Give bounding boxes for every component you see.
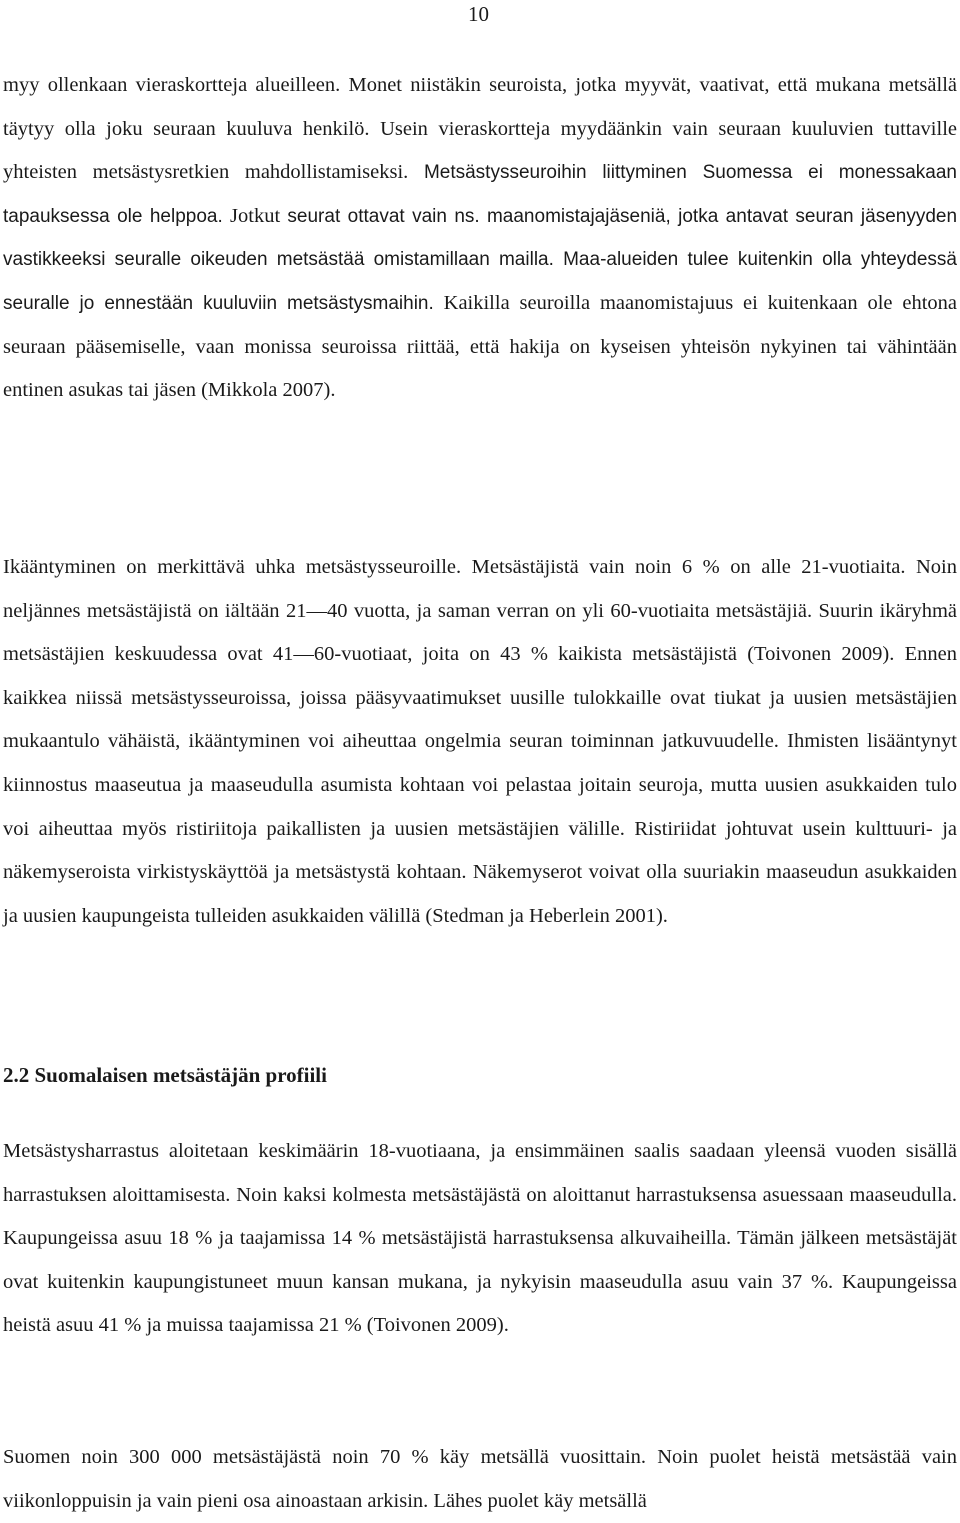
paragraph-4: Suomen noin 300 000 metsästäjästä noin 70 % käy metsällä vuosittain. Noin puolet heistä metsästää vain viikonloppuisin ja vain pieni osa ainoastaan arkisin. Lähes puolet käy metsällä [3, 1446, 957, 1512]
paragraph-1-sentence-5: maanomistajajäseniä, jotka antavat seuran jäsenyyden vastikkeeksi seuralle oikeuden metsästää omistamillaan mailla. Maa-alueiden tulee kuitenkin olla yhteydessä seuralle jo ennestään kuuluviin metsästysmaihin. [3, 205, 958, 314]
paragraph-1-sentence-1: myy ollenkaan vieraskortteja alueilleen. Monet niistäkin seuroista, jotka myyvät, vaativat, että mukana metsällä täytyy olla joku seuraan kuuluva henkilö. Usein vieraskortteja myydäänkin vain seuraan kuuluvien tuttaville yhteisten metsästysretkien mahdollistamiseksi. [3, 74, 957, 184]
section-heading: 2.2 Suomalaisen metsästäjän profiili [3, 1063, 327, 1087]
paragraph-2: Ikääntyminen on merkittävä uhka metsästysseuroille. Metsästäjistä vain noin 6 % on alle 21-vuotiaita. Noin neljännes metsästäjistä on iältään 21—40 vuotta, ja saman verran on yli 60-vuotiaita metsästäjiä. Suurin ikäryhmä metsästäjien keskuudessa ovat 41—60-vuotiaat, joita on 43 % kaikista metsästäjistä (Toivonen 2009). Ennen kaikkea niissä metsästysseuroissa, joissa pääsyvaatimukset uusille tulokkaille ovat tiukat ja uusien metsästäjien mukaantulo vähäistä, ikääntyminen voi aiheuttaa ongelmia seuran toiminnan jatkuvuudelle. Ihmisten lisääntynyt kiinnostus maaseutua ja maaseudulla asumista kohtaan voi pelastaa joitain seuroja, mutta uusien asukkaiden tulo voi aiheuttaa myös ristiriitoja paikallisten ja uusien metsästäjien välille. Ristiriidat johtuvat usein kulttuuri- ja näkemyseroista virkistyskäyttöä ja metsästystä kohtaan. Näkemyserot voivat olla suuriakin maaseudun asukkaiden ja uusien kaupungeista tulleiden asukkaiden välillä (Stedman ja Heberlein 2001). [3, 556, 957, 927]
paragraph-1-sentence-3: Jotkut [230, 204, 281, 227]
page-number: 10 [468, 2, 489, 26]
paragraph-1-sentence-2: Metsästysseuroihin liittyminen Suomessa ei monessakaan tapauksessa ole helppoa. [3, 162, 957, 227]
paragraph-1-sentence-6: Kaikilla seuroilla maanomistajuus ei kuitenkaan ole ehtona seuraan pääsemiselle, vaan monissa seuroissa riittää, että hakija on kyseisen yhteisön nykyinen tai vähintään entinen asukas tai jäsen (Mikkola 2007). [3, 291, 958, 402]
paragraph-3: Metsästysharrastus aloitetaan keskimäärin 18-vuotiaana, ja ensimmäinen saalis saadaan yleensä vuoden sisällä harrastuksen aloittamisesta. Noin kaksi kolmesta metsästäjästä on aloittanut harrastuksensa asuessaan maaseudulla. Kaupungeissa asuu 18 % ja taajamissa 14 % metsästäjistä harrastuksensa alkuvaiheilla. Tämän jälkeen metsästäjät ovat kuitenkin kaupungistuneet muun kansan mukana, ja nykyisin maaseudulla asuu vain 37 %. Kaupungeissa heistä asuu 41 % ja muissa taajamissa 21 % (Toivonen 2009). [3, 1140, 957, 1337]
paragraph-1-sentence-4: seurat ottavat vain ns. [287, 205, 480, 227]
paragraph-1 [3, 64, 957, 413]
